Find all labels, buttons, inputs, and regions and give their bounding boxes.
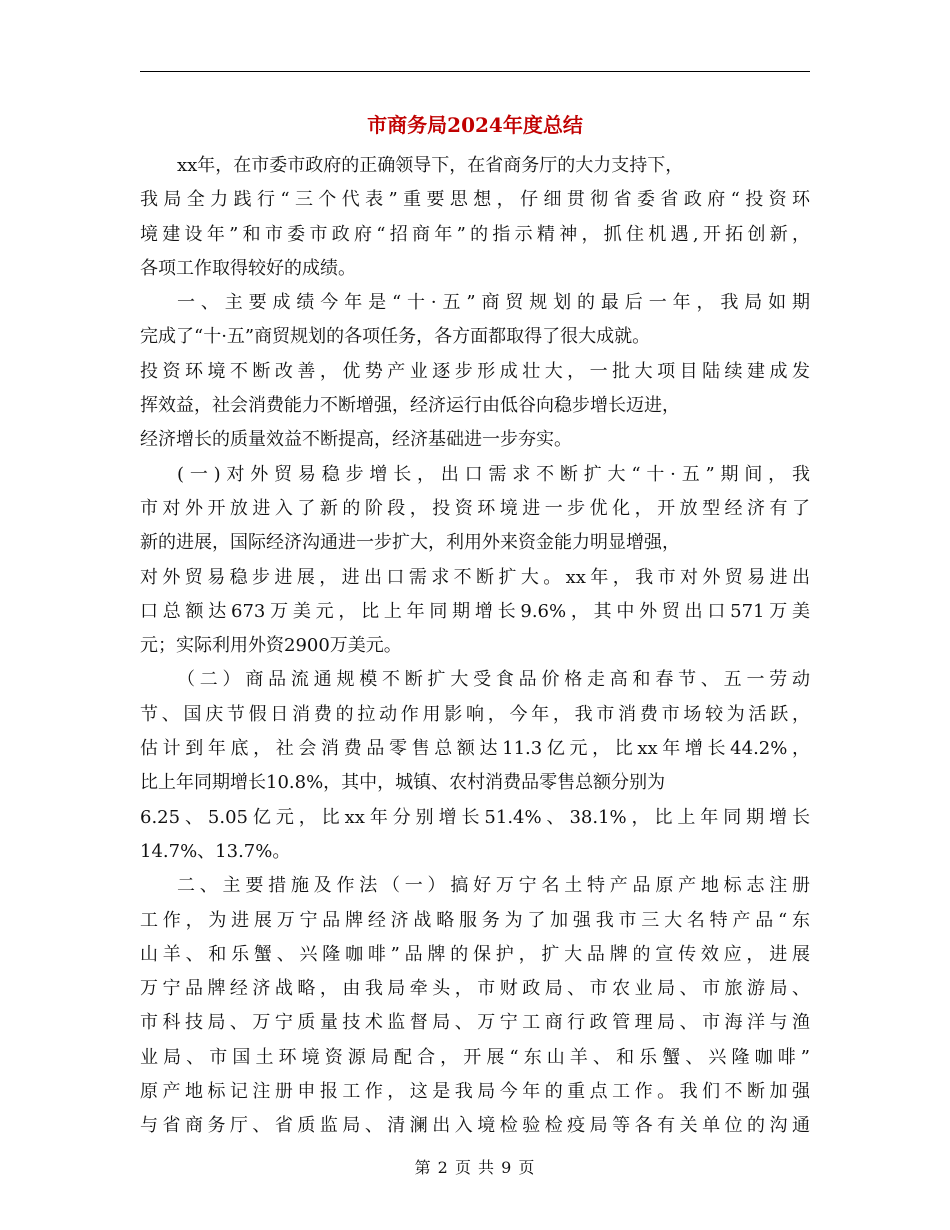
body-text-line: 口总额达673万美元，比上年同期增长9.6%，其中外贸出口571万美 <box>140 600 810 622</box>
body-text-line: 6.25、5.05亿元，比xx年分别增长51.4%、38.1%，比上年同期增长 <box>140 806 810 828</box>
body-text-line: 估计到年底，社会消费品零售总额达11.3亿元，比xx年增长44.2%， <box>140 738 810 760</box>
body-text-line: 市科技局、万宁质量技术监督局、万宁工商行政管理局、市海洋与渔 <box>140 1012 810 1034</box>
body-text-line: 工作，为进展万宁品牌经济战略服务为了加强我市三大名特产品“东 <box>140 909 810 931</box>
body-text-line: 完成了“十·五”商贸规划的各项任务，各方面都取得了很大成就。 <box>140 326 651 348</box>
body-text-line: 原产地标记注册申报工作，这是我局今年的重点工作。我们不断加强 <box>140 1081 810 1103</box>
body-text-line: 投资环境不断改善，优势产业逐步形成壮大，一批大项目陆续建成发 <box>140 360 810 382</box>
document-title: 市商务局2024年度总结 <box>367 113 583 137</box>
body-text-line: 我局全力践行“三个代表”重要思想，仔细贯彻省委省政府“投资环 <box>140 189 810 211</box>
body-text-line: 比上年同期增长10.8%，其中，城镇、农村消费品零售总额分别为 <box>140 772 666 794</box>
body-text-line: （二）商品流通规模不断扩大受食品价格走高和春节、五一劳动 <box>177 669 810 691</box>
body-text-line: 挥效益，社会消费能力不断增强，经济运行由低谷向稳步增长迈进， <box>140 395 680 417</box>
body-text-line: 与省商务厅、省质监局、清澜出入境检验检疫局等各有关单位的沟通 <box>140 1115 810 1137</box>
body-text-line: 节、国庆节假日消费的拉动作用影响，今年，我市消费市场较为活跃， <box>140 703 810 725</box>
body-text-line: 14.7%、13.7%。 <box>140 840 291 862</box>
body-text-line: 各项工作取得较好的成绩。 <box>140 257 356 279</box>
body-text-line: 新的进展，国际经济沟通进一步扩大，利用外来资金能力明显增强， <box>140 532 680 554</box>
body-text-line: 山羊、和乐蟹、兴隆咖啡”品牌的保护，扩大品牌的宣传效应，进展 <box>140 943 810 965</box>
body-text-line: 万宁品牌经济战略，由我局牵头，市财政局、市农业局、市旅游局、 <box>140 978 810 1000</box>
body-text-line: 元；实际利用外资2900万美元。 <box>140 635 402 657</box>
body-text-line: 二、主要措施及作法（一）搞好万宁名土特产品原产地标志注册 <box>177 875 810 897</box>
body-text-line: 境建设年”和市委市政府“招商年”的指示精神，抓住机遇,开拓创新， <box>140 223 810 245</box>
body-text-line: 经济增长的质量效益不断提高，经济基础进一步夯实。 <box>140 429 572 451</box>
body-text-line: xx年，在市委市政府的正确领导下，在省商务厅的大力支持下， <box>177 155 684 176</box>
body-text-line: 对外贸易稳步进展，进出口需求不断扩大。xx年，我市对外贸易进出 <box>140 566 810 588</box>
header-rule <box>140 71 810 72</box>
page-number-footer: 第 2 页 共 9 页 <box>414 1158 536 1177</box>
body-text-line: (一)对外贸易稳步增长，出口需求不断扩大“十·五”期间，我 <box>177 463 810 485</box>
document-body <box>140 149 810 1144</box>
body-text-line: 市对外开放进入了新的阶段，投资环境进一步优化，开放型经济有了 <box>140 497 810 519</box>
body-text-line: 业局、市国土环境资源局配合，开展“东山羊、和乐蟹、兴隆咖啡” <box>140 1046 810 1068</box>
body-text-line: 一、主要成绩今年是“十·五”商贸规划的最后一年，我局如期 <box>177 292 810 314</box>
